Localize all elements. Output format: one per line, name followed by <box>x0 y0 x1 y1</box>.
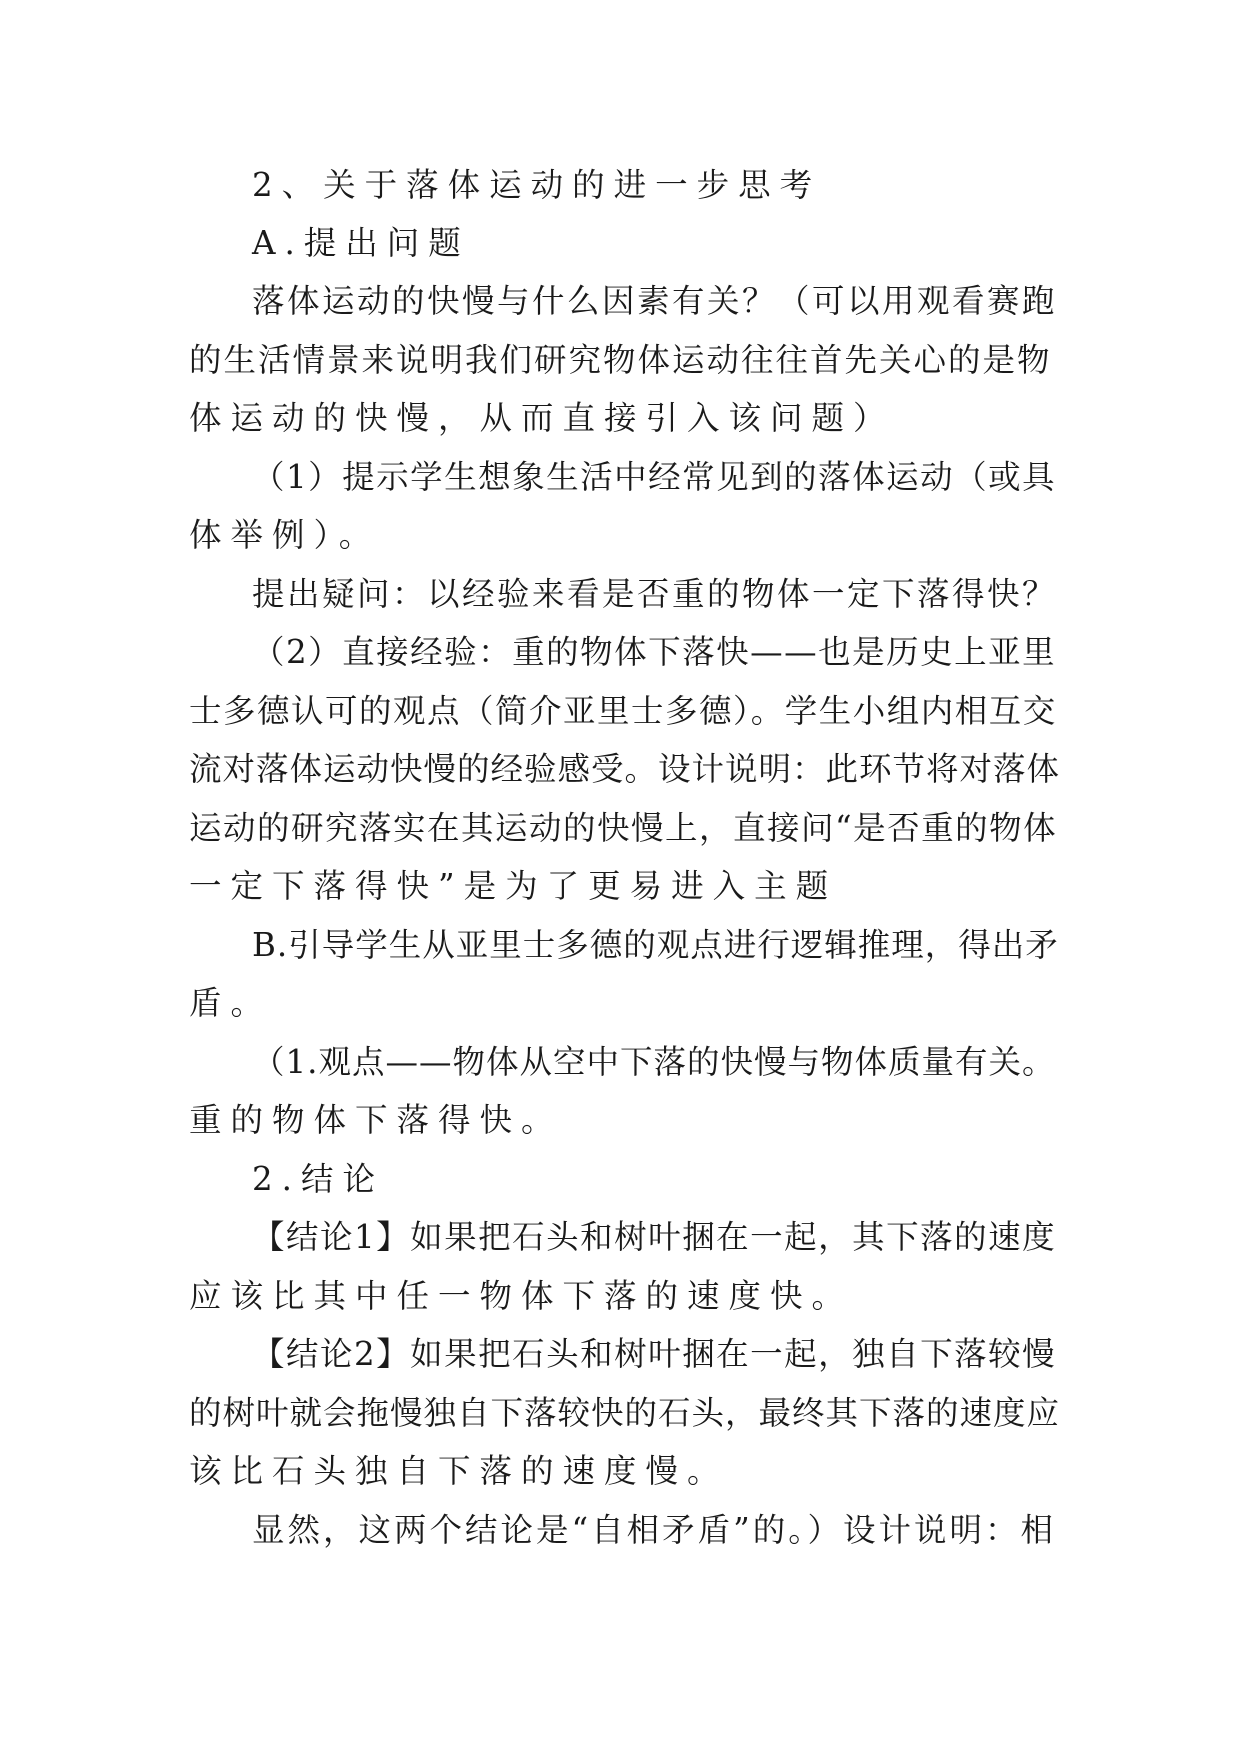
paragraph-line: 【结论1】如果把石头和树叶捆在一起，其下落的速度 <box>252 1218 1057 1256</box>
paragraph-line: 体运动的快慢，从而直接引入该问题） <box>189 399 895 437</box>
paragraph-line: 士多德认可的观点（简介亚里士多德）。学生小组内相互交 <box>189 692 1057 730</box>
subsection-heading: B.引导学生从亚里士多德的观点进行逻辑推理，得出矛 <box>252 926 1059 964</box>
paragraph-line: 的树叶就会拖慢独自下落较快的石头，最终其下落的速度应 <box>189 1394 1061 1432</box>
paragraph-line: 盾。 <box>189 984 273 1022</box>
paragraph-line: 2.结论 <box>252 1160 385 1198</box>
paragraph-line: 落体运动的快慢与什么因素有关？（可以用观看赛跑 <box>252 282 1058 320</box>
paragraph-line: 提出疑问：以经验来看是否重的物体一定下落得快？ <box>252 575 1058 613</box>
paragraph-line: 运动的研究落实在其运动的快慢上，直接问“是否重的物体 <box>189 809 1058 847</box>
section-heading: 2、关于落体运动的进一步思考 <box>252 166 822 204</box>
paragraph-line: 显然，这两个结论是“自相矛盾”的。）设计说明：相 <box>252 1511 1056 1549</box>
paragraph-line: 【结论2】如果把石头和树叶捆在一起，独自下落较慢 <box>252 1335 1057 1373</box>
paragraph-line: 流对落体运动快慢的经验感受。设计说明：此环节将对落体 <box>189 750 1061 788</box>
paragraph-line: （1）提示学生想象生活中经常见到的落体运动（或具 <box>252 458 1057 496</box>
paragraph-line: 该比石头独自下落的速度慢。 <box>189 1452 729 1490</box>
paragraph-line: 一定下落得快”是为了更易进入主题 <box>189 867 838 905</box>
subsection-heading: A.提出问题 <box>252 224 470 262</box>
paragraph-line: 重的物体下落得快。 <box>189 1101 563 1139</box>
paragraph-line: 体举例）。 <box>189 516 381 554</box>
paragraph-line: （2）直接经验：重的物体下落快——也是历史上亚里 <box>252 633 1057 671</box>
paragraph-line: 的生活情景来说明我们研究物体运动往往首先关心的是物 <box>189 341 1052 379</box>
paragraph-line: 应该比其中任一物体下落的速度快。 <box>189 1277 854 1315</box>
paragraph-line: （1.观点——物体从空中下落的快慢与物体质量有关。 <box>252 1043 1056 1081</box>
